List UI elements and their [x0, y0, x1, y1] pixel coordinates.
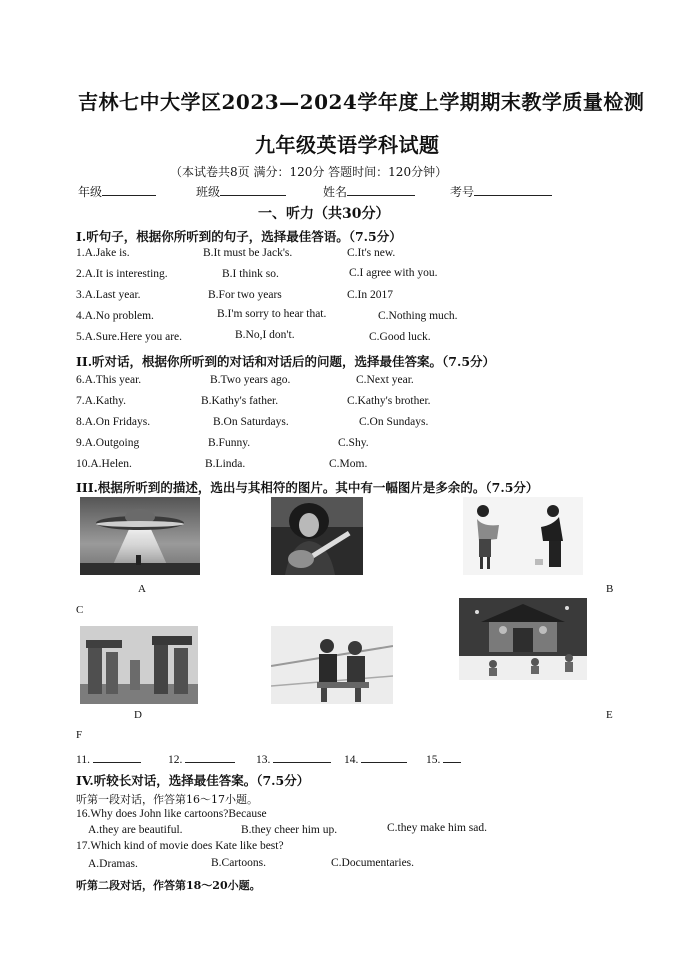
- q16-option-b[interactable]: B.they cheer him up.: [241, 824, 338, 836]
- q17-stem: 17.Which kind of movie does Kate like best?: [76, 840, 284, 852]
- q8-option-b[interactable]: B.On Saturdays.: [213, 416, 289, 428]
- answer-blank-12[interactable]: 12.: [168, 750, 235, 766]
- name-field[interactable]: [323, 183, 415, 200]
- q3-option-a[interactable]: 3.A.Last year.: [76, 289, 141, 301]
- q17-option-a[interactable]: A.Dramas.: [88, 858, 138, 870]
- sec1-heading: I.听句子，根据你所听到的句子，选择最佳答语。（7.5分）: [76, 229, 402, 244]
- dialog1-instruction: 听第一段对话，作答第16～17小题。: [76, 793, 258, 806]
- q2-option-c[interactable]: C.I agree with you.: [349, 267, 438, 279]
- guitarist-photo: [271, 497, 363, 575]
- q6-option-a[interactable]: 6.A.This year.: [76, 374, 142, 386]
- q6-option-c[interactable]: C.Next year.: [356, 374, 414, 386]
- pic-label-b: B: [606, 583, 614, 595]
- grade-label: 年级: [78, 185, 103, 199]
- answer-blank-14[interactable]: 14.: [344, 750, 407, 766]
- q2-option-b[interactable]: B.I think so.: [222, 268, 279, 280]
- ufo-photo: [80, 497, 200, 575]
- q5-option-c[interactable]: C.Good luck.: [369, 331, 431, 343]
- sec4-heading: IV.听较长对话，选择最佳答案。（7.5分）: [76, 773, 310, 788]
- q16-stem: 16.Why does John like cartoons?Because: [76, 808, 267, 820]
- q6-option-b[interactable]: B.Two years ago.: [210, 374, 291, 386]
- q4-option-a[interactable]: 4.A.No problem.: [76, 310, 154, 322]
- bowing-people-photo: [463, 497, 583, 575]
- answer-blank-13[interactable]: 13.: [256, 750, 331, 766]
- q5-option-a[interactable]: 5.A.Sure.Here you are.: [76, 331, 183, 343]
- q1-option-b[interactable]: B.It must be Jack's.: [203, 247, 293, 259]
- sec3-heading: III.根据所听到的描述，选出与其相符的图片。其中有一幅图片是多余的。（7.5分）: [76, 480, 539, 495]
- q3-option-c[interactable]: C.In 2017: [347, 289, 393, 301]
- name-blank[interactable]: [347, 183, 415, 196]
- pic-label-d: D: [134, 709, 142, 721]
- q9-option-b[interactable]: B.Funny.: [208, 437, 251, 449]
- grade-field[interactable]: [78, 183, 156, 200]
- exam-number-field[interactable]: [450, 183, 552, 200]
- grade-blank[interactable]: [102, 183, 156, 196]
- q5-option-b[interactable]: B.No,I don't.: [235, 329, 295, 341]
- q8-option-a[interactable]: 8.A.On Fridays.: [76, 416, 151, 428]
- exam-subtitle: 九年级英语学科试题: [255, 133, 440, 157]
- q16-option-a[interactable]: A.they are beautiful.: [88, 824, 183, 836]
- q10-option-c[interactable]: C.Mom.: [329, 458, 368, 470]
- q10-option-b[interactable]: B.Linda.: [205, 458, 246, 470]
- pic-label-e: E: [606, 709, 613, 721]
- q7-option-b[interactable]: B.Kathy's father.: [201, 395, 279, 407]
- q4-option-c[interactable]: C.Nothing much.: [378, 310, 458, 322]
- q1-option-a[interactable]: 1.A.Jake is.: [76, 247, 130, 259]
- pic-label-f: F: [76, 729, 83, 741]
- exam-number-blank[interactable]: [474, 183, 552, 196]
- exam-title: 吉林七中大学区2023—2024学年度上学期期末教学质量检测: [78, 90, 645, 114]
- q9-option-c[interactable]: C.Shy.: [338, 437, 369, 449]
- q10-option-a[interactable]: 10.A.Helen.: [76, 458, 132, 470]
- pic-label-c: C: [76, 604, 84, 616]
- answer-blank-15[interactable]: 15.: [426, 750, 461, 766]
- q16-option-c[interactable]: C.they make him sad.: [387, 822, 487, 834]
- q7-option-a[interactable]: 7.A.Kathy.: [76, 395, 127, 407]
- stonehenge-photo: [80, 626, 198, 704]
- chinese-new-year-drawing: [459, 598, 587, 680]
- two-men-statue-photo: [271, 626, 393, 704]
- pic-label-a: A: [138, 583, 146, 595]
- sec2-heading: II.听对话，根据你所听到的对话和对话后的问题，选择最佳答案。（7.5分）: [76, 354, 496, 369]
- q8-option-c[interactable]: C.On Sundays.: [359, 416, 429, 428]
- q7-option-c[interactable]: C.Kathy's brother.: [347, 395, 431, 407]
- class-field[interactable]: [196, 183, 286, 200]
- q9-option-a[interactable]: 9.A.Outgoing: [76, 437, 140, 449]
- q17-option-b[interactable]: B.Cartoons.: [211, 857, 266, 869]
- class-blank[interactable]: [220, 183, 286, 196]
- class-label: 班级: [196, 185, 221, 199]
- q17-option-c[interactable]: C.Documentaries.: [331, 857, 415, 869]
- answer-blank-11[interactable]: 11.: [76, 750, 141, 766]
- exam-info: （本试卷共8页 满分：120分 答题时间：120分钟）: [170, 165, 448, 179]
- q3-option-b[interactable]: B.For two years: [208, 289, 282, 301]
- q4-option-b[interactable]: B.I'm sorry to hear that.: [217, 308, 327, 320]
- part1-heading: 一、听力（共30分）: [258, 206, 390, 222]
- name-label: 姓名: [323, 185, 348, 199]
- q2-option-a[interactable]: 2.A.It is interesting.: [76, 268, 168, 280]
- dialog2-instruction: 听第二段对话，作答第18～20小题。: [76, 879, 261, 892]
- q1-option-c[interactable]: C.It's new.: [347, 247, 396, 259]
- exam-number-label: 考号: [450, 185, 475, 199]
